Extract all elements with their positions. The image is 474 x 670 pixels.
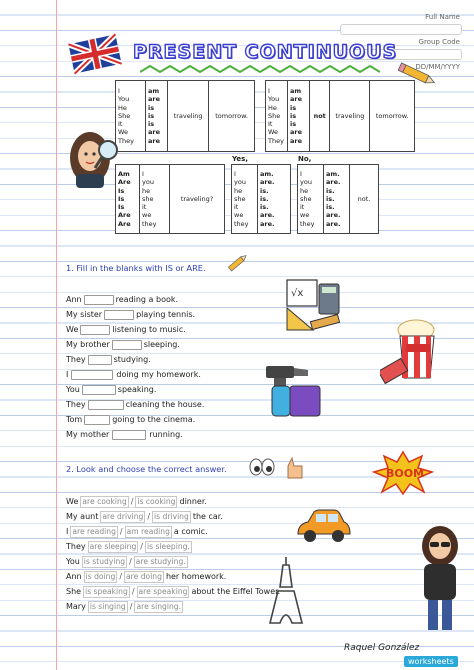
ex1-blank[interactable] bbox=[112, 340, 142, 350]
ex1-after: speaking. bbox=[117, 385, 157, 394]
q-subject: he bbox=[142, 186, 151, 195]
exercise1-line bbox=[66, 427, 204, 442]
q-subject: it bbox=[142, 203, 147, 212]
ex2-before: We bbox=[66, 497, 79, 506]
full-name-field[interactable] bbox=[340, 24, 462, 35]
aff-subjects: I You He She It We They bbox=[116, 81, 146, 152]
q-subject: we bbox=[142, 211, 152, 220]
yes-subject: she bbox=[234, 194, 246, 203]
ex1-after: doing my homework. bbox=[116, 370, 201, 379]
yes-subject: they bbox=[234, 219, 249, 228]
ex2-slash: / bbox=[147, 512, 151, 521]
yes-verb: is. bbox=[260, 186, 269, 195]
q-traveling: traveling? bbox=[170, 165, 225, 234]
ex1-after: cleaning the house. bbox=[125, 400, 205, 409]
exercise2-list bbox=[66, 494, 282, 614]
no-subject: you bbox=[300, 178, 312, 187]
ex2-option-2[interactable]: is cooking bbox=[137, 496, 176, 506]
exercise2-line bbox=[66, 494, 282, 509]
ex2-option-2[interactable]: are speaking bbox=[138, 586, 188, 596]
ex2-option-1[interactable]: is speaking bbox=[85, 586, 128, 596]
yes-verb: am. bbox=[260, 169, 274, 178]
ex2-option-2[interactable]: are singing. bbox=[136, 601, 182, 611]
ex2-after: about the Eiffel Tower. bbox=[191, 587, 281, 596]
ex1-before: Tom bbox=[66, 415, 83, 424]
no-verb-col bbox=[324, 165, 350, 234]
ex1-blank[interactable] bbox=[80, 325, 110, 335]
ex2-before: Ann bbox=[66, 572, 82, 581]
ex1-before: My brother bbox=[66, 340, 110, 349]
no-table bbox=[297, 164, 379, 234]
yes-verb: is. bbox=[260, 194, 269, 203]
yes-heading: Yes, bbox=[232, 155, 248, 163]
no-subject: we bbox=[300, 211, 310, 220]
question-table bbox=[115, 164, 225, 234]
yes-table bbox=[231, 164, 291, 234]
ex2-before: They bbox=[66, 542, 86, 551]
ex2-option-1[interactable]: is singing bbox=[89, 601, 126, 611]
q-aux: Is bbox=[118, 203, 125, 212]
ex1-after: studying. bbox=[113, 355, 151, 364]
ex1-blank[interactable] bbox=[88, 400, 124, 410]
ex2-before: I bbox=[66, 527, 69, 536]
ex1-before: I bbox=[66, 370, 69, 379]
ex2-after: dinner. bbox=[179, 497, 207, 506]
yes-verb: is. bbox=[260, 203, 269, 212]
small-pencil-icon bbox=[226, 252, 250, 274]
girl-sunglasses-illustration bbox=[414, 524, 466, 634]
no-not: not. bbox=[350, 165, 379, 234]
negative-table bbox=[265, 80, 415, 152]
yes-subject: you bbox=[234, 178, 246, 187]
q-aux: Are bbox=[118, 219, 131, 228]
uk-flag-icon bbox=[67, 33, 123, 75]
page-title: PRESENT CONTINUOUS bbox=[133, 41, 398, 63]
ex1-blank[interactable] bbox=[84, 415, 110, 425]
ex2-before: Mary bbox=[66, 602, 86, 611]
ex1-after: sleeping. bbox=[143, 340, 180, 349]
ex1-after: reading a book. bbox=[115, 295, 179, 304]
group-code-label: Group Code bbox=[418, 38, 460, 46]
exercise2-line bbox=[66, 539, 282, 554]
ex1-blank[interactable] bbox=[88, 355, 112, 365]
ex2-option-2[interactable]: is driving bbox=[154, 511, 189, 521]
yes-verb: are. bbox=[260, 211, 275, 220]
ex2-slash: / bbox=[119, 527, 123, 536]
date-label: DD/MM/YYYY bbox=[415, 63, 460, 71]
neg-verbs: am are is is is are are bbox=[288, 81, 310, 152]
q-aux: Is bbox=[118, 186, 125, 195]
q-aux: Is bbox=[118, 194, 125, 203]
exercise1-title: 1. Fill in the blanks with IS or ARE. bbox=[66, 263, 206, 273]
ex2-slash: / bbox=[129, 557, 132, 566]
girl-magnifier-illustration bbox=[62, 128, 122, 190]
ex2-after: her homework. bbox=[165, 572, 227, 581]
ex2-option-1[interactable]: are reading bbox=[72, 526, 116, 536]
no-verb: is. bbox=[326, 194, 335, 203]
q-subject: they bbox=[142, 219, 157, 228]
ex1-before: You bbox=[66, 385, 80, 394]
q-aux: Are bbox=[118, 178, 131, 187]
affirmative-table bbox=[115, 80, 255, 152]
q-subject-col bbox=[140, 165, 170, 234]
aff-traveling: traveling bbox=[168, 81, 209, 152]
exercise2-line bbox=[66, 599, 282, 614]
exercise1-line bbox=[66, 397, 204, 412]
q-aux-col bbox=[116, 165, 140, 234]
exercise2-line bbox=[66, 524, 282, 539]
yes-subject: it bbox=[234, 203, 239, 212]
ex1-blank[interactable] bbox=[84, 295, 114, 305]
yes-subject: we bbox=[234, 211, 244, 220]
yes-verb: are. bbox=[260, 178, 275, 187]
exercise1-line bbox=[66, 382, 204, 397]
yes-verb: are. bbox=[260, 219, 275, 228]
no-subject: they bbox=[300, 219, 315, 228]
ex1-after: running. bbox=[149, 430, 183, 439]
svg-text:BOOM: BOOM bbox=[386, 467, 425, 480]
ex2-slash: / bbox=[119, 572, 123, 581]
ex1-before: My mother bbox=[66, 430, 110, 439]
ex1-before: My sister bbox=[66, 310, 103, 319]
author-signature: Raquel González bbox=[344, 643, 420, 653]
exercise2-line bbox=[66, 509, 282, 524]
ex1-blank[interactable] bbox=[71, 370, 113, 380]
no-verb: is. bbox=[326, 186, 335, 195]
ex2-option-1[interactable]: are sleeping bbox=[89, 541, 137, 551]
zigzag-underline bbox=[140, 64, 380, 74]
ex2-option-2[interactable]: are doing bbox=[126, 571, 162, 581]
yes-verb-col bbox=[258, 165, 291, 234]
ex2-before: My aunt bbox=[66, 512, 99, 521]
q-subject: I bbox=[142, 169, 144, 178]
ex1-after: playing tennis. bbox=[136, 310, 196, 319]
yes-subject: I bbox=[234, 169, 236, 178]
ex2-after: a comic. bbox=[173, 527, 208, 536]
no-subject: he bbox=[300, 186, 309, 195]
ex1-blank[interactable] bbox=[82, 385, 116, 395]
neg-not: not bbox=[310, 81, 330, 152]
no-heading: No, bbox=[298, 155, 312, 163]
exercise2-line bbox=[66, 584, 282, 599]
no-subject: I bbox=[300, 169, 302, 178]
no-verb: are. bbox=[326, 211, 341, 220]
exercise2-line bbox=[66, 554, 282, 569]
ex2-before: She bbox=[66, 587, 82, 596]
eiffel-tower-icon bbox=[268, 555, 304, 625]
ex2-option-2[interactable]: am reading bbox=[126, 526, 170, 536]
exercise1-line bbox=[66, 352, 204, 367]
yes-subject-col bbox=[232, 165, 258, 234]
q-aux: Am bbox=[118, 169, 130, 178]
ex1-before: They bbox=[66, 355, 86, 364]
ex1-before: They bbox=[66, 400, 86, 409]
ex2-before: You bbox=[66, 557, 80, 566]
q-aux: Are bbox=[118, 211, 131, 220]
ex1-blank[interactable] bbox=[104, 310, 134, 320]
ex2-slash: / bbox=[129, 602, 133, 611]
no-subject: it bbox=[300, 203, 305, 212]
ex2-option-1[interactable]: are cooking bbox=[82, 496, 127, 506]
aff-verbs: am are is is is are are bbox=[146, 81, 168, 152]
q-subject: she bbox=[142, 194, 154, 203]
no-verb: are. bbox=[326, 178, 341, 187]
exercise1-line bbox=[66, 412, 204, 427]
no-subject-col bbox=[298, 165, 324, 234]
boom-comic-illustration bbox=[372, 450, 434, 496]
q-subject: you bbox=[142, 178, 154, 187]
ex1-after: going to the cinema. bbox=[112, 415, 196, 424]
ex2-slash: / bbox=[131, 587, 135, 596]
ex2-after: the car. bbox=[192, 512, 223, 521]
aff-tomorrow: tomorrow. bbox=[209, 81, 255, 152]
ex2-option-1[interactable]: is studying bbox=[83, 556, 126, 566]
ex2-slash: / bbox=[140, 542, 143, 551]
full-name-label: Full Name bbox=[425, 13, 460, 21]
ex1-blank[interactable] bbox=[112, 430, 146, 440]
no-verb: is. bbox=[326, 203, 335, 212]
ex1-before: We bbox=[66, 325, 79, 334]
ex2-option-1[interactable]: are driving bbox=[102, 511, 144, 521]
yes-subject: he bbox=[234, 186, 243, 195]
exercise1-line bbox=[66, 307, 204, 322]
eyes-pointing-icon bbox=[248, 454, 310, 480]
exercise2-line bbox=[66, 569, 282, 584]
popcorn-cinema-illustration bbox=[380, 318, 440, 388]
neg-traveling: traveling bbox=[330, 81, 370, 152]
spray-bottle-illustration bbox=[262, 362, 324, 418]
ex2-slash: / bbox=[130, 497, 134, 506]
no-subject: she bbox=[300, 194, 312, 203]
exercise2-title: 2. Look and choose the correct answer. bbox=[66, 464, 227, 474]
svg-text:√x: √x bbox=[291, 288, 304, 299]
ex1-before: Ann bbox=[66, 295, 82, 304]
watermark-badge: worksheets bbox=[404, 656, 458, 667]
no-verb: am. bbox=[326, 169, 340, 178]
car-illustration bbox=[294, 506, 352, 546]
exercise1-line bbox=[66, 292, 204, 307]
exercise1-line bbox=[66, 367, 204, 382]
neg-tomorrow: tomorrow. bbox=[370, 81, 415, 152]
no-verb: are. bbox=[326, 219, 341, 228]
ex2-option-2[interactable]: is sleeping. bbox=[147, 541, 190, 551]
ex2-option-1[interactable]: is doing bbox=[85, 571, 116, 581]
exercise1-line bbox=[66, 322, 204, 337]
ex1-after: listening to music. bbox=[112, 325, 186, 334]
exercise1-list bbox=[66, 292, 204, 442]
exercise1-line bbox=[66, 337, 204, 352]
math-tools-illustration bbox=[283, 278, 343, 334]
ex2-option-2[interactable]: are studying. bbox=[135, 556, 186, 566]
neg-subjects: I You He She It We They bbox=[266, 81, 288, 152]
